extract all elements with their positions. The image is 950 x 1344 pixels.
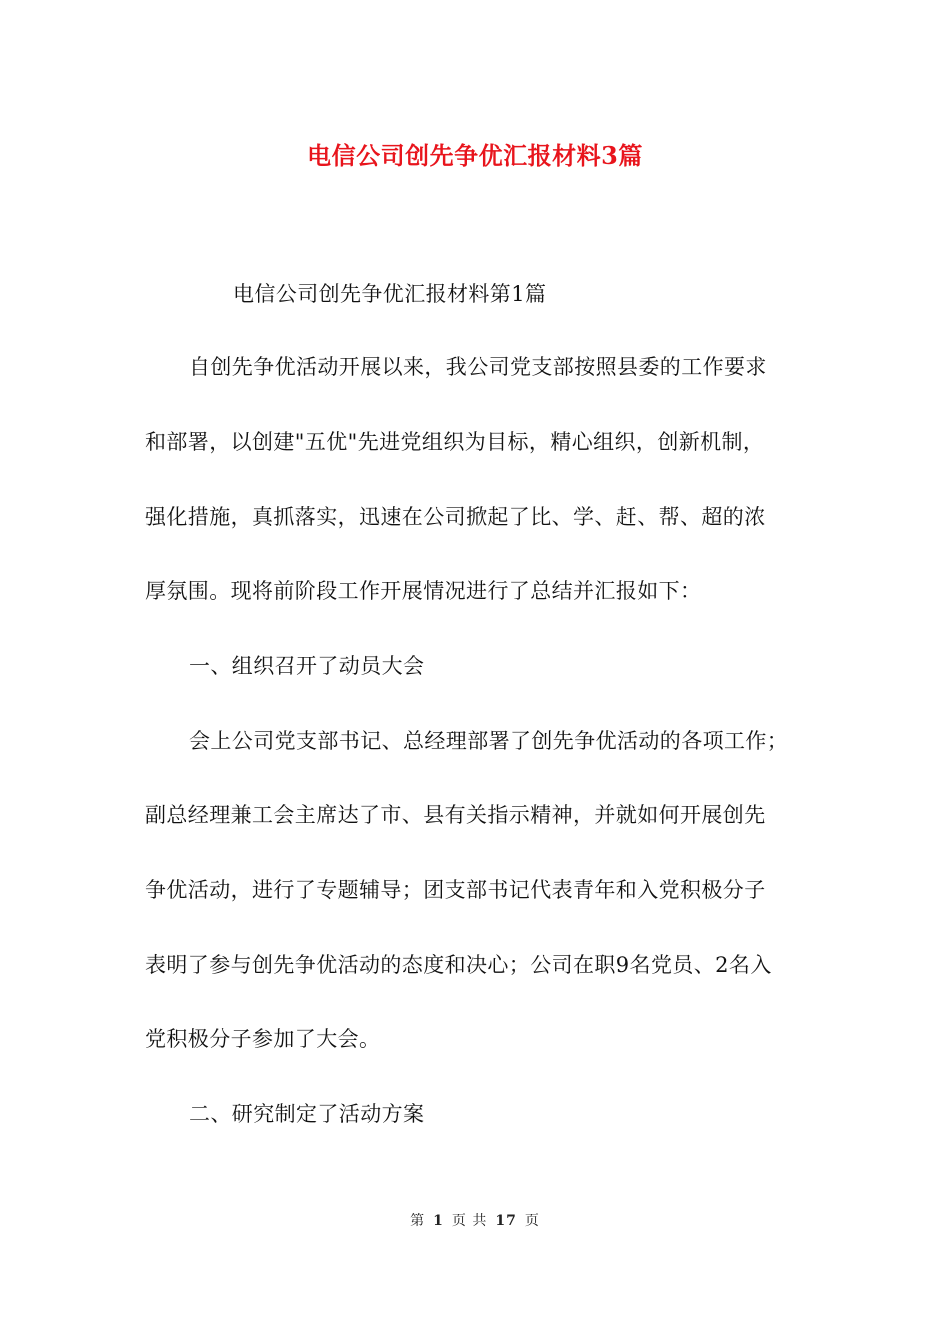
paragraph-line-9: 党积极分子参加了大会。 — [145, 1027, 381, 1051]
section-heading-1: 一、组织召开了动员大会 — [189, 654, 425, 678]
document-title: 电信公司创先争优汇报材料3篇 — [307, 141, 643, 170]
paragraph-line-3: 强化措施，真抓落实，迅速在公司掀起了比、学、赶、帮、超的浓 — [145, 505, 766, 529]
paragraph-line-4: 厚氛围。现将前阶段工作开展情况进行了总结并汇报如下： — [145, 579, 702, 603]
footer-total-pages: 17 — [495, 1213, 517, 1229]
paragraph-line-7: 争优活动，进行了专题辅导；团支部书记代表青年和入党积极分子 — [145, 878, 766, 902]
section-heading-2: 二、研究制定了活动方案 — [189, 1102, 425, 1126]
footer-current-page: 1 — [433, 1213, 444, 1229]
paragraph-line-5: 会上公司党支部书记、总经理部署了创先争优活动的各项工作； — [189, 729, 789, 753]
paragraph-line-8: 表明了参与创先争优活动的态度和决心；公司在职9名党员、2名入 — [145, 953, 772, 977]
page-footer — [0, 1210, 950, 1230]
paragraph-line-1: 自创先争优活动开展以来，我公司党支部按照县委的工作要求 — [189, 355, 767, 379]
paragraph-line-2: 和部署，以创建"五优"先进党组织为目标，精心组织，创新机制， — [145, 430, 765, 454]
section-subtitle: 电信公司创先争优汇报材料第1篇 — [233, 282, 547, 306]
paragraph-line-6: 副总经理兼工会主席达了市、县有关指示精神，并就如何开展创先 — [145, 803, 766, 827]
footer-middle: 页 共 — [451, 1213, 488, 1229]
footer-suffix: 页 — [524, 1213, 540, 1229]
footer-prefix: 第 — [410, 1213, 426, 1229]
